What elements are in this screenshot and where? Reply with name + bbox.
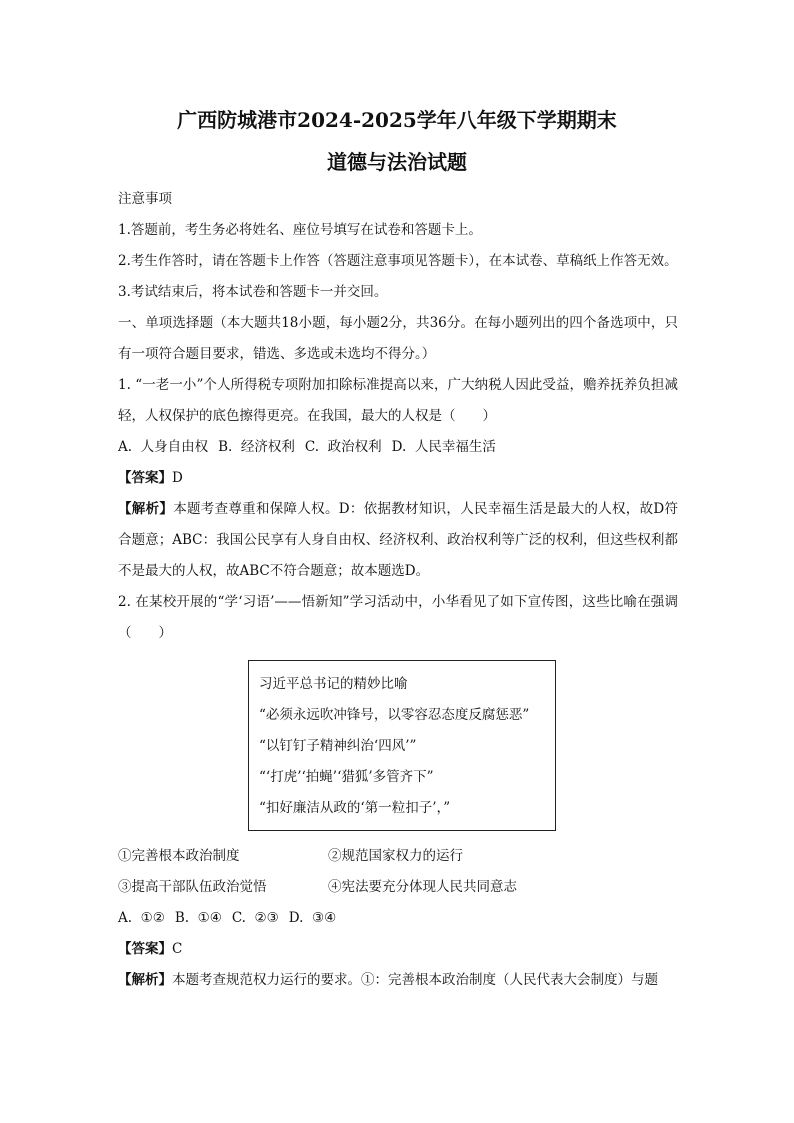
- analysis-text: 本题考查尊重和保障人权。D：依据教材知识，人民幸福生活是最大的人权，故D符合题意；ABC：我国公民享有人身自由权、经济权利、政治权利等广泛的权利，但这些权利都不是最大的人权，故ABC不符合题意；故本题选D。: [118, 501, 678, 579]
- document-title: 广西防城港市2024-2025学年八年级下学期期末: [177, 108, 617, 132]
- q2-option-d: D. ③④: [288, 910, 337, 926]
- question-1-analysis: [118, 494, 678, 587]
- q2-option-a: A. ①②: [118, 910, 165, 926]
- q1-option-d: D. 人民幸福生活: [391, 439, 496, 455]
- question-2-options: [118, 903, 678, 934]
- question-2-stem: 2. 在某校开展的“学‘习语’——悟新知”学习活动中，小华看见了如下宣传图，这些比喻在强调（ ）: [118, 594, 678, 641]
- q1-option-c: C. 政治权利: [304, 439, 382, 455]
- notice-item-3: 3.考试结束后，将本试卷和答题卡一并交回。: [118, 284, 388, 300]
- q1-option-a: A. 人身自由权: [118, 439, 209, 455]
- statements-row-2: [118, 872, 678, 903]
- answer-label: 【答案】: [118, 470, 172, 486]
- quote-line: “必须永远吹冲锋号，以零容忍态度反腐惩恶”: [259, 707, 530, 723]
- notice-item-1: 1.答题前，考生务必将姓名、座位号填写在试卷和答题卡上。: [118, 222, 482, 238]
- statement-3: ③提高干部队伍政治觉悟: [118, 879, 267, 895]
- answer-label: 【答案】: [118, 941, 172, 957]
- quote-box: [248, 660, 556, 831]
- notice-heading: 注意事项: [118, 191, 172, 207]
- document-body: [118, 184, 678, 996]
- quote-line: “以钉钉子精神纠治‘四风’”: [259, 738, 417, 754]
- statement-1: ①完善根本政治制度: [118, 848, 240, 864]
- question-2-answer: [118, 934, 678, 965]
- q2-option-b: B. ①④: [174, 910, 222, 926]
- statements-row-1: [118, 841, 678, 872]
- analysis-text: 本题考查规范权力运行的要求。①：完善根本政治制度（人民代表大会制度）与题: [172, 972, 658, 988]
- question-1-stem: 1. “一老一小”个人所得税专项附加扣除标准提高以来，广大纳税人因此受益，赡养抚养负担减轻，人权保护的底色擦得更亮。在我国，最大的人权是（ ）: [118, 377, 678, 424]
- statement-4: ④宪法要充分体现人民共同意志: [328, 879, 517, 895]
- notice-item-2: 2.考生作答时，请在答题卡上作答（答题注意事项见答题卡），在本试卷、草稿纸上作答无效。: [118, 253, 678, 269]
- question-2-analysis: [118, 965, 678, 996]
- quote-line: “扣好廉洁从政的‘第一粒扣子’，”: [259, 800, 451, 816]
- q2-option-c: C. ②③: [231, 910, 279, 926]
- quote-box-title: 习近平总书记的精妙比喻: [259, 676, 408, 692]
- section-heading: 一、单项选择题（本大题共18小题，每小题2分，共36分。在每小题列出的四个备选项中，只有一项符合题目要求，错选、多选或未选均不得分。）: [118, 315, 678, 362]
- statement-2: ②规范国家权力的运行: [328, 848, 463, 864]
- answer-value: C: [172, 941, 183, 957]
- q1-option-b: B. 经济权利: [218, 439, 295, 455]
- question-1-options: [118, 432, 678, 463]
- analysis-label: 【解析】: [118, 501, 174, 517]
- analysis-label: 【解析】: [118, 972, 172, 988]
- document-subtitle: 道德与法治试题: [327, 150, 467, 174]
- quote-line: “‘打虎’‘拍蝇’‘猎狐’多管齐下”: [259, 769, 434, 785]
- answer-value: D: [172, 470, 183, 486]
- question-1-answer: [118, 463, 678, 494]
